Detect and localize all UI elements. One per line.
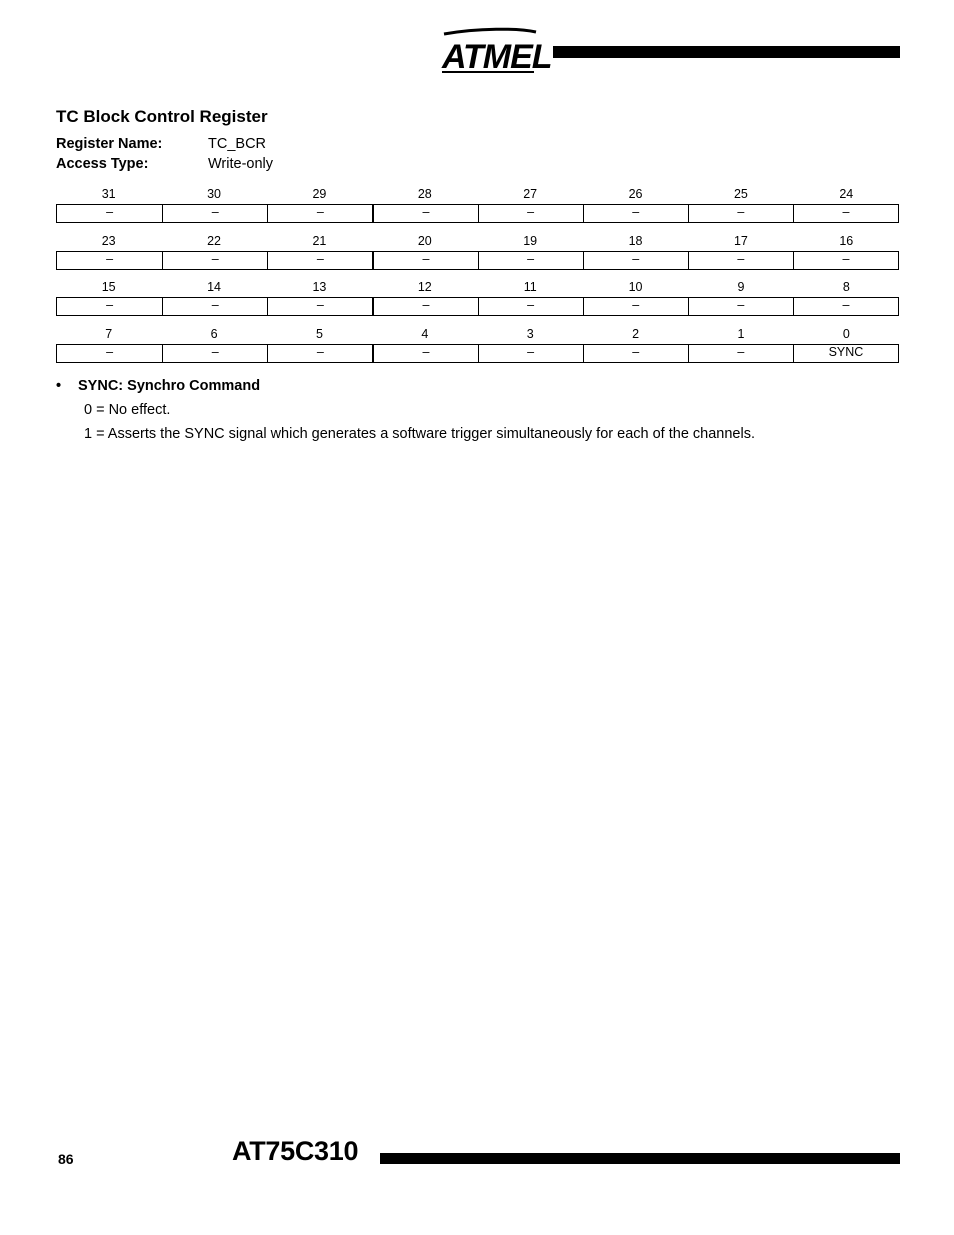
access-type-value: Write-only <box>208 156 273 172</box>
bit-field-cell: – <box>793 205 898 222</box>
bit-field-cell: – <box>583 345 688 362</box>
bit-field-cell: – <box>688 252 793 269</box>
bit-field-row <box>56 204 899 223</box>
bit-field-cell: – <box>267 252 372 269</box>
bit-number: 10 <box>628 280 643 294</box>
bit-field-cell: – <box>106 252 114 266</box>
bit-number: 23 <box>101 234 116 248</box>
bit-field-cell: – <box>478 205 583 222</box>
bit-field-cell: SYNC <box>793 345 898 362</box>
bit-field-cell: – <box>372 252 477 269</box>
register-row <box>56 325 899 363</box>
bit-field-cell: – <box>106 345 114 359</box>
register-name-row <box>56 136 266 152</box>
register-name-value: TC_BCR <box>208 136 267 152</box>
bit-number-row <box>56 185 899 203</box>
bit-number: 15 <box>101 280 116 294</box>
bit-field-cell: – <box>478 345 583 362</box>
bit-number: 2 <box>632 327 640 341</box>
bit-field-cell: – <box>267 205 372 222</box>
field-heading-text: SYNC: Synchro Command <box>78 378 261 394</box>
access-type-row <box>56 156 273 172</box>
bit-number: 22 <box>207 234 222 248</box>
bit-field-cell: – <box>162 298 267 315</box>
bit-number: 19 <box>523 234 538 248</box>
bit-field-cell: – <box>583 298 688 315</box>
access-type-label: Access Type: <box>56 156 149 172</box>
bit-number: 8 <box>842 280 850 294</box>
header-rule <box>553 46 900 58</box>
bit-number: 4 <box>421 327 429 341</box>
bit-number: 17 <box>733 234 748 248</box>
bit-number: 30 <box>207 187 222 201</box>
bit-field-cell: – <box>372 298 477 315</box>
field-value-1: 1 = Asserts the SYNC signal which generates a software trigger simultaneously for each of the channels. <box>84 426 755 442</box>
bit-number: 9 <box>737 280 745 294</box>
register-name-label: Register Name: <box>56 136 163 152</box>
bit-number: 21 <box>312 234 327 248</box>
bit-number: 0 <box>842 327 850 341</box>
bit-number: 18 <box>628 234 643 248</box>
bit-field-cell: – <box>793 252 898 269</box>
bit-number: 20 <box>417 234 432 248</box>
bit-field-row <box>56 344 899 363</box>
register-row <box>56 232 899 270</box>
register-row <box>56 185 899 223</box>
bit-number: 5 <box>315 327 323 341</box>
bit-number: 28 <box>417 187 432 201</box>
bit-field-cell: – <box>106 298 114 312</box>
bit-number: 11 <box>523 280 537 294</box>
bit-field-cell: – <box>688 205 793 222</box>
bit-number: 6 <box>210 327 218 341</box>
bit-number: 26 <box>628 187 643 201</box>
bit-field-row <box>56 297 899 316</box>
register-row <box>56 278 899 316</box>
bit-number: 24 <box>839 187 854 201</box>
bit-number: 16 <box>839 234 854 248</box>
bullet-icon: • <box>56 378 62 394</box>
svg-text:ATMEL: ATMEL <box>442 38 552 76</box>
bit-number: 7 <box>105 327 113 341</box>
document-title: AT75C310 <box>232 1136 359 1166</box>
bit-number-row <box>56 232 899 250</box>
bit-field-cell: – <box>478 298 583 315</box>
field-value-0: 0 = No effect. <box>84 402 171 418</box>
bit-number: 29 <box>312 187 327 201</box>
bit-field-cell: – <box>106 205 114 219</box>
bit-field-row <box>56 251 899 270</box>
bit-number: 14 <box>207 280 222 294</box>
field-heading <box>56 378 260 394</box>
bit-number-row <box>56 278 899 296</box>
bit-field-cell: – <box>793 298 898 315</box>
bit-field-cell: – <box>688 298 793 315</box>
bit-field-cell: – <box>162 205 267 222</box>
footer-rule <box>380 1153 900 1164</box>
bit-number: 1 <box>737 327 745 341</box>
bit-number: 13 <box>312 280 327 294</box>
bit-field-cell: – <box>372 205 477 222</box>
bit-field-cell: – <box>478 252 583 269</box>
bit-number: 27 <box>523 187 538 201</box>
bit-field-cell: – <box>162 252 267 269</box>
bit-number: 3 <box>526 327 534 341</box>
bit-field-cell: – <box>267 298 372 315</box>
page-number: 86 <box>58 1151 74 1167</box>
section-title: TC Block Control Register <box>56 107 268 126</box>
bit-number-row <box>56 325 899 343</box>
atmel-logo <box>438 26 552 78</box>
bit-field-cell: – <box>583 205 688 222</box>
bit-field-cell: – <box>688 345 793 362</box>
bit-field-cell: – <box>583 252 688 269</box>
bit-field-cell: – <box>267 345 372 362</box>
bit-number: 12 <box>417 280 432 294</box>
bit-field-cell: – <box>372 345 477 362</box>
bit-number: 25 <box>733 187 748 201</box>
bit-field-cell: – <box>162 345 267 362</box>
bit-number: 31 <box>101 187 116 201</box>
